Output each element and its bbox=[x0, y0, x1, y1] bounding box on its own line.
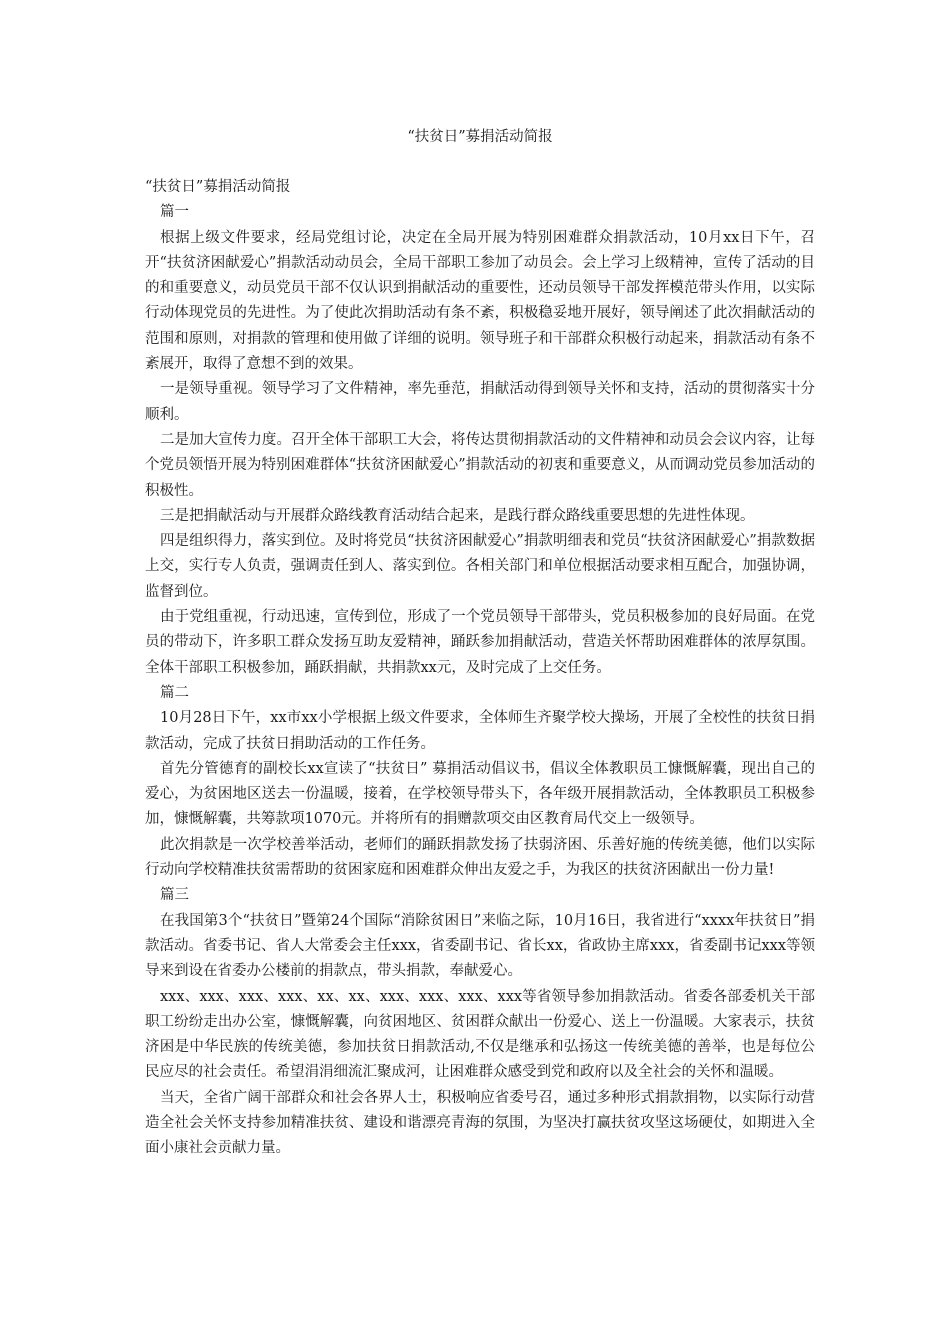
paragraph: 二是加大宣传力度。召开全体干部职工大会，将传达贯彻捐款活动的文件精神和动员会会议内容，让每个党员领悟开展为特别困难群体“扶贫济困献爱心”捐款活动的初衷和重要意义，从而调动党员参加活动的积极性。 bbox=[145, 431, 815, 499]
paragraph: 首先分管德育的副校长xx宣读了“扶贫日” 募捐活动倡议书，倡议全体教职员工慷慨解囊，现出自己的爱心，为贫困地区送去一份温暖，接着，在学校领导带头下，各年级开展捐款活动，全体教职员工积极参加，慷慨解囊，共筹款项1070元。并将所有的捐赠款项交由区教育局代交上一级领导。 bbox=[145, 760, 815, 828]
section-heading-2: 篇二 bbox=[160, 684, 189, 701]
paragraph: 10月28日下午，xx市xx小学根据上级文件要求，全体师生齐聚学校大操场，开展了全校性的扶贫日捐款活动，完成了扶贫日捐助活动的工作任务。 bbox=[145, 710, 815, 752]
paragraph: 当天，全省广阔干部群众和社会各界人士，积极响应省委号召，通过多种形式捐款捐物，以实际行动营造全社会关怀支持参加精准扶贫、建设和谐漂亮青海的氛围，为坚决打赢扶贫攻坚这场硬仗，如期进入全面小康社会贡献力量。 bbox=[145, 1089, 815, 1157]
document-title: “扶贫日”募捐活动简报 bbox=[407, 129, 553, 145]
paragraph: 根据上级文件要求，经局党组讨论，决定在全局开展为特别困难群众捐款活动，10月xx日下午，召开“扶贫济困献爱心”捐款活动动员会，全局干部职工参加了动员会。会上学习上级精神，宣传了活动的目的和重要意义，动员党员干部不仅认识到捐献活动的重要性，还动员领导干部发挥模范带头作用，以实际行动体现党员的先进性。为了使此次捐助活动有条不紊，积极稳妥地开展好，领导阐述了此次捐献活动的范围和原则，对捐款的管理和使用做了详细的说明。领导班子和干部群众积极行动起来，捐款活动有条不紊展开，取得了意想不到的效果。 bbox=[145, 229, 815, 373]
paragraph: 一是领导重视。领导学习了文件精神，率先垂范，捐献活动得到领导关怀和支持，活动的贯彻落实十分顺利。 bbox=[145, 381, 815, 423]
document-body bbox=[145, 175, 815, 1162]
section-heading-3: 篇三 bbox=[160, 887, 189, 904]
paragraph: 由于党组重视，行动迅速，宣传到位，形成了一个党员领导干部带头，党员积极参加的良好局面。在党员的带动下，许多职工群众发扬互助友爱精神，踊跃参加捐献活动，营造关怀帮助困难群体的浓厚氛围。全体干部职工积极参加，踊跃捐献，共捐款xx元，及时完成了上交任务。 bbox=[145, 609, 815, 676]
paragraph: 三是把捐献活动与开展群众路线教育活动结合起来，是践行群众路线重要思想的先进性体现。 bbox=[160, 507, 755, 524]
paragraph: 四是组织得力，落实到位。及时将党员“扶贫济困献爱心”捐款明细表和党员“扶贫济困献爱心”捐款数据上交，实行专人负责，强调责任到人、落实到位。各相关部门和单位根据活动要求相互配合，加强协调，监督到位。 bbox=[145, 533, 815, 600]
document-subtitle: “扶贫日”募捐活动简报 bbox=[145, 179, 291, 195]
paragraph: 在我国第3个“扶贫日”暨第24个国际“消除贫困日”来临之际，10月16日，我省进行“xxxx年扶贫日”捐款活动。省委书记、省人大常委会主任xxx，省委副书记、省长xx，省政协主席xxx，省委副书记xxx等领导来到设在省委办公楼前的捐款点，带头捐款，奉献爱心。 bbox=[145, 912, 815, 980]
paragraph: 此次捐款是一次学校善举活动，老师们的踊跃捐款发扬了扶弱济困、乐善好施的传统美德，他们以实际行动向学校精准扶贫需帮助的贫困家庭和困难群众伸出友爱之手，为我区的扶贫济困献出一份力量! bbox=[145, 836, 815, 879]
paragraph: xxx、xxx、xxx、xxx、xx、xx、xxx、xxx、xxx、xxx等省领导参加捐款活动。省委各部委机关干部职工纷纷走出办公室，慷慨解囊，向贫困地区、贫困群众献出一份爱心、送上一份温暖。大家表示，扶贫济困是中华民族的传统美德，参加扶贫日捐款活动,不仅是继承和弘扬这一传统美德的善举，也是每位公民应尽的社会责任。希望涓涓细流汇聚成河，让困难群众感受到党和政府以及全社会的关怀和温暖。 bbox=[145, 988, 815, 1081]
section-heading-1: 篇一 bbox=[160, 204, 189, 221]
